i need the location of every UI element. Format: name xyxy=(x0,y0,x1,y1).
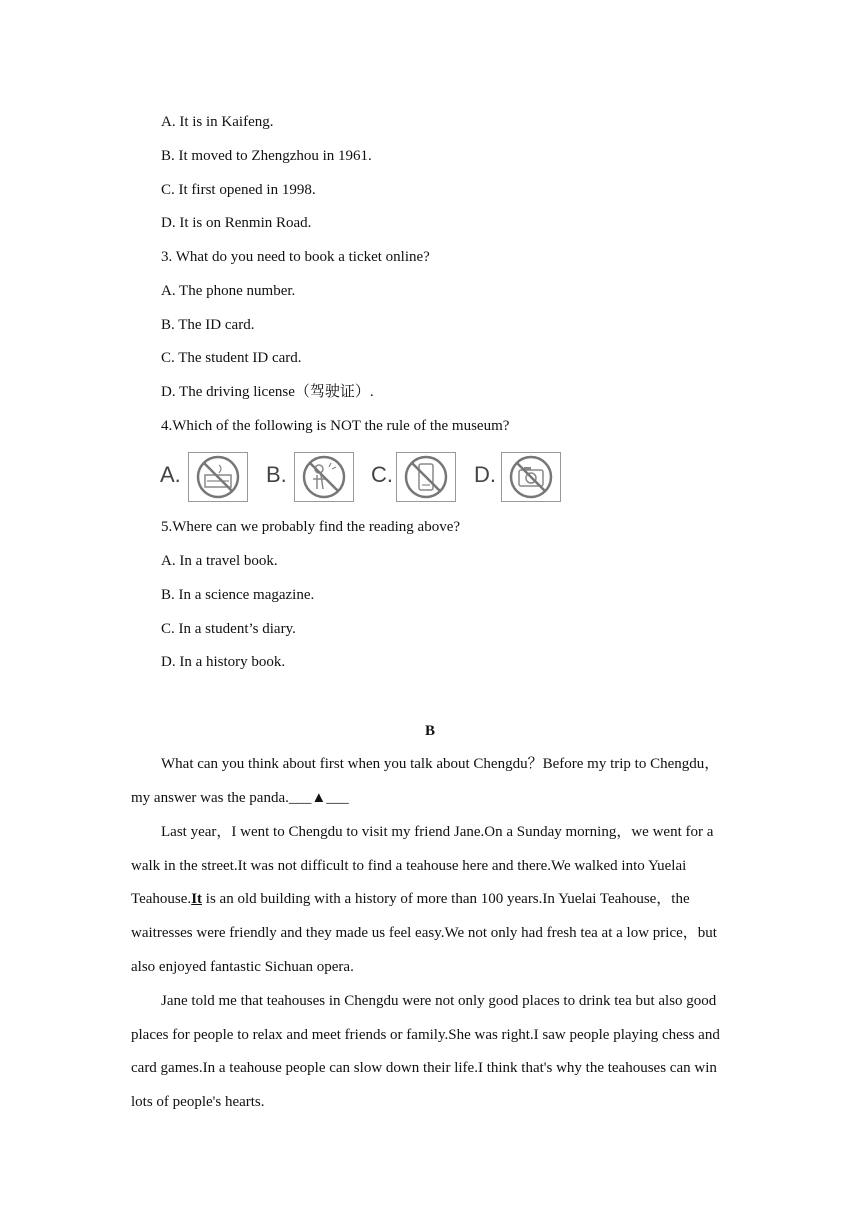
paragraph-line: Last year，I went to Chengdu to visit my friend Jane.On a Sunday morning，we went for a xyxy=(161,824,714,840)
q3-option-a: A. The phone number. xyxy=(161,283,296,299)
no-photography-sign-icon xyxy=(501,452,561,502)
paragraph-line: card games.In a teahouse people can slow down their life.I think that's why the teahouses can win xyxy=(131,1060,717,1076)
q5-option-d: D. In a history book. xyxy=(161,654,286,670)
q3-option-b: B. The ID card. xyxy=(161,317,255,333)
q4-option-b-letter: B. xyxy=(266,462,287,487)
q2-option-b: B. It moved to Zhengzhou in 1961. xyxy=(161,148,372,164)
paragraph-line: also enjoyed fantastic Sichuan opera. xyxy=(131,959,354,975)
no-food-sign-icon xyxy=(188,452,248,502)
paragraph-text: is an old building with a history of more than 100 years.In Yuelai Teahouse，the xyxy=(202,891,690,907)
q2-option-a: A. It is in Kaifeng. xyxy=(161,114,274,130)
q4-option-d-letter: D. xyxy=(474,462,496,487)
paragraph-text: my answer was the panda. xyxy=(131,790,289,806)
paragraph-line: walk in the street.It was not difficult to find a teahouse here and there.We walked into Yuelai xyxy=(131,858,687,874)
q3-option-d: D. The driving license（驾驶证）. xyxy=(161,384,374,400)
no-touching-sign-icon xyxy=(294,452,354,502)
section-heading: B xyxy=(424,723,435,739)
q2-option-d: D. It is on Renmin Road. xyxy=(161,215,312,231)
no-phone-sign-icon xyxy=(396,452,456,502)
paragraph-line: places for people to relax and meet friends or family.She was right.I saw people playing chess and xyxy=(131,1027,720,1043)
paragraph-line xyxy=(131,889,731,909)
q4-option-c-letter: C. xyxy=(371,462,393,487)
paragraph-line: What can you think about first when you talk about Chengdu？Before my trip to Chengdu， xyxy=(161,756,720,772)
q5-option-b: B. In a science magazine. xyxy=(161,587,315,603)
paragraph-line: lots of people's hearts. xyxy=(131,1094,265,1110)
q5-option-a: A. In a travel book. xyxy=(161,553,278,569)
q5-question: 5.Where can we probably find the reading above? xyxy=(161,519,461,535)
q4-question: 4.Which of the following is NOT the rule of the museum? xyxy=(161,418,510,434)
paragraph-line: waitresses were friendly and they made us feel easy.We not only had fresh tea at a low price，but xyxy=(131,925,717,941)
paragraph-text: Teahouse. xyxy=(131,891,192,907)
answer-blank: ___▲___ xyxy=(288,790,349,806)
q3-question: 3. What do you need to book a ticket online? xyxy=(161,249,430,265)
paragraph-line xyxy=(131,788,731,808)
paragraph-line: Jane told me that teahouses in Chengdu were not only good places to drink tea but also good xyxy=(161,993,717,1009)
marked-word: It xyxy=(191,891,203,907)
q2-option-c: C. It first opened in 1998. xyxy=(161,182,316,198)
q5-option-c: C. In a student’s diary. xyxy=(161,621,296,637)
q4-option-a-letter: A. xyxy=(160,462,181,487)
q3-option-c: C. The student ID card. xyxy=(161,350,302,366)
